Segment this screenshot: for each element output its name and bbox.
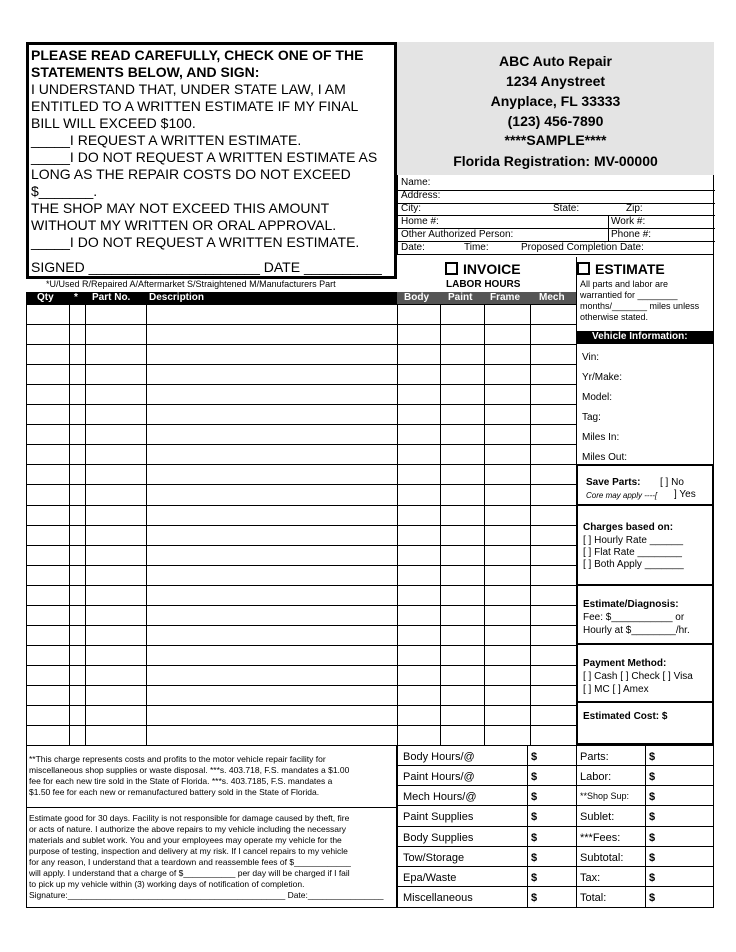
hourly-rate-option[interactable]: [ ] Hourly Rate ______	[583, 535, 684, 546]
parts-row-line	[26, 484, 397, 485]
customer-zip-field[interactable]: Zip:	[626, 203, 643, 214]
parts-row-line	[26, 585, 397, 586]
vin-field[interactable]: Vin:	[582, 352, 600, 363]
home-phone-field[interactable]: Home #:	[401, 216, 439, 227]
grid-column-line	[69, 304, 70, 745]
vehicle-info-title: Vehicle Information:	[592, 331, 688, 342]
parts-row-line	[26, 424, 397, 425]
grid-column-line	[484, 304, 485, 745]
estimate-limit-field[interactable]: $_______.	[31, 183, 98, 199]
date-field[interactable]: Date:	[401, 242, 425, 253]
part-code-legend: *U/Used R/Repaired A/Aftermarket S/Straightened M/Manufacturers Part	[46, 279, 336, 289]
totals-row-line	[397, 846, 714, 847]
estimate-checkbox[interactable]	[577, 262, 665, 276]
charge-note: $1.50 fee for each new or remanufactured battery sold in the State of Florida.	[29, 787, 320, 797]
work-phone-field[interactable]: Work #:	[611, 216, 646, 227]
total-amount-field[interactable]: $	[531, 892, 538, 904]
save-parts-no-option[interactable]: [ ] No	[660, 477, 684, 488]
customer-info	[397, 175, 714, 255]
total-label-left: Mech Hours/@	[403, 791, 477, 803]
totals-row-line	[397, 765, 714, 766]
total-label-right: Sublet:	[580, 811, 615, 823]
daily-storage-fee-field[interactable]: will apply. I understand that a charge of $___________ per day will be charged if I fail	[29, 868, 350, 878]
tag-field[interactable]: Tag:	[582, 412, 601, 423]
parts-row-line	[26, 444, 397, 445]
customer-address-field[interactable]: Address:	[401, 190, 441, 201]
invoice-checkbox[interactable]	[445, 262, 521, 276]
estimated-cost-box	[576, 703, 714, 745]
warranty-months-field[interactable]: warrantied for ________	[580, 290, 678, 300]
total-amount-field[interactable]: $	[649, 892, 656, 904]
labor-row-line	[397, 625, 576, 626]
parts-row-line	[26, 324, 397, 325]
labor-row-line	[397, 525, 576, 526]
labor-row-line	[397, 665, 576, 666]
statement-text: ENTITLED TO A WRITTEN ESTIMATE IF MY FINAL	[31, 98, 359, 114]
totals-row-line	[397, 826, 714, 827]
statement-text: THE SHOP MAY NOT EXCEED THIS AMOUNT	[31, 200, 330, 216]
total-amount-field[interactable]: $	[531, 771, 538, 783]
labor-row-line	[397, 505, 576, 506]
terms-text: purpose of testing, inspection and delivery at my risk. If I cancel repairs to my vehicle	[29, 846, 348, 856]
total-amount-field[interactable]: $	[531, 832, 538, 844]
totals-row-line	[397, 886, 714, 887]
written-estimate-statement	[26, 42, 397, 279]
time-field[interactable]: Time:	[464, 242, 489, 253]
sample-label: ****SAMPLE****	[504, 132, 607, 148]
total-label-left: Miscellaneous	[403, 892, 473, 904]
miles-out-field[interactable]: Miles Out:	[582, 452, 628, 463]
authorized-person-field[interactable]: Other Authorized Person:	[401, 229, 514, 240]
labor-row-line	[397, 725, 576, 726]
total-label-left: Body Hours/@	[403, 751, 475, 763]
total-amount-field[interactable]: $	[649, 751, 656, 763]
labor-row-line	[397, 585, 576, 586]
parts-row-line	[26, 545, 397, 546]
parts-row-line	[26, 665, 397, 666]
col-star: *	[74, 292, 78, 303]
labor-row-line	[397, 324, 576, 325]
totals-row-line	[397, 805, 714, 806]
parts-row-line	[26, 705, 397, 706]
customer-city-field[interactable]: City:	[401, 203, 421, 214]
labor-row-line	[397, 384, 576, 385]
shop-phone: (123) 456-7890	[507, 113, 604, 129]
total-amount-field[interactable]: $	[649, 811, 656, 823]
labor-row-line	[397, 484, 576, 485]
payment-box	[576, 645, 714, 703]
warranty-miles-field[interactable]: months/_______ miles unless	[580, 301, 700, 311]
shop-header	[397, 42, 714, 175]
checkbox-icon	[577, 262, 590, 275]
labor-row-line	[397, 404, 576, 405]
parts-row-line	[26, 725, 397, 726]
no-estimate-limit-option[interactable]: _____I DO NOT REQUEST A WRITTEN ESTIMATE AS	[31, 149, 378, 165]
shop-street: 1234 Anystreet	[505, 73, 606, 89]
total-label-left: Body Supplies	[403, 832, 474, 844]
payment-options-1[interactable]: [ ] Cash [ ] Check [ ] Visa	[583, 671, 693, 682]
grid-column-line	[26, 304, 27, 745]
total-amount-field[interactable]: $	[531, 751, 538, 763]
completion-date-field[interactable]: Proposed Completion Date:	[521, 242, 644, 253]
diagnosis-fee-field[interactable]: Fee: $___________ or	[583, 612, 685, 623]
parts-row-line	[26, 464, 397, 465]
total-amount-field[interactable]: $	[649, 872, 656, 884]
labor-row-line	[397, 565, 576, 566]
parts-row-line	[26, 505, 397, 506]
statement-text: WITHOUT MY WRITTEN OR ORAL APPROVAL.	[31, 217, 337, 233]
charge-note: fee for each new tire sold in the State of Florida. ***s. 403.7185, F.S. mandates a	[29, 776, 333, 786]
total-label-left: Paint Hours/@	[403, 771, 475, 783]
request-estimate-option[interactable]: _____I REQUEST A WRITTEN ESTIMATE.	[31, 132, 302, 148]
parts-row-line	[26, 525, 397, 526]
total-amount-field[interactable]: $	[649, 791, 656, 803]
save-parts-title: Save Parts:	[586, 477, 641, 488]
miles-in-field[interactable]: Miles In:	[582, 432, 620, 443]
signature-date-line[interactable]: SIGNED ______________________ DATE __________	[31, 259, 382, 275]
labor-row-line	[397, 685, 576, 686]
statement-text: BILL WILL EXCEED $100.	[31, 115, 196, 131]
warranty-text: otherwise stated.	[580, 312, 649, 322]
parts-row-line	[26, 304, 397, 305]
invoice-label: INVOICE	[463, 261, 521, 277]
statement-text: I UNDERSTAND THAT, UNDER STATE LAW, I AM	[31, 81, 346, 97]
total-amount-field[interactable]: $	[531, 791, 538, 803]
terms-signature-line[interactable]: Signature:______________________________________________ Date:________________	[29, 890, 384, 900]
total-amount-field[interactable]: $	[649, 832, 656, 844]
shop-name: ABC Auto Repair	[498, 53, 613, 69]
terms-text: or acts of nature. I authorize the above repairs to my vehicle including the necessary	[29, 824, 347, 834]
labor-row-line	[397, 364, 576, 365]
parts-row-line	[26, 645, 397, 646]
parts-row-line	[26, 605, 397, 606]
col-description: Description	[149, 292, 205, 303]
grid-column-line	[397, 304, 398, 745]
shop-registration: Florida Registration: MV-00000	[453, 153, 658, 169]
statement-heading-1: PLEASE READ CAREFULLY, CHECK ONE OF THE	[31, 47, 364, 63]
labor-row-line	[397, 304, 576, 305]
labor-row-line	[397, 545, 576, 546]
shop-city: Anyplace, FL 33333	[490, 93, 621, 109]
flat-rate-option[interactable]: [ ] Flat Rate ________	[583, 547, 682, 558]
no-estimate-option[interactable]: _____I DO NOT REQUEST A WRITTEN ESTIMATE.	[31, 234, 360, 250]
total-amount-field[interactable]: $	[531, 872, 538, 884]
statement-text: LONG AS THE REPAIR COSTS DO NOT EXCEED	[31, 166, 351, 182]
grid-column-line	[530, 304, 531, 745]
total-label-left: Paint Supplies	[403, 811, 474, 823]
checkbox-icon	[445, 262, 458, 275]
estimate-label: ESTIMATE	[595, 261, 665, 277]
estimated-cost-label: Estimated Cost: $	[583, 711, 668, 722]
terms-text: materials and sublet work. You and your employees may operate my vehicle for the	[29, 835, 342, 845]
notes-panel	[26, 745, 397, 908]
total-amount-field[interactable]: $	[531, 852, 538, 864]
both-apply-option[interactable]: [ ] Both Apply _______	[583, 559, 684, 570]
total-label-right: Parts:	[580, 751, 609, 763]
col-mech: Mech	[539, 292, 565, 303]
parts-row-line	[26, 364, 397, 365]
labor-table-header	[397, 292, 576, 304]
total-amount-field[interactable]: $	[649, 852, 656, 864]
grid-column-line	[146, 304, 147, 745]
col-qty: Qty	[37, 292, 54, 303]
payment-title: Payment Method:	[583, 658, 667, 669]
total-label-right: Total:	[580, 892, 607, 904]
vehicle-info-header	[576, 331, 714, 344]
diagnosis-title: Estimate/Diagnosis:	[583, 599, 679, 610]
labor-row-line	[397, 424, 576, 425]
authorized-phone-field[interactable]: Phone #:	[611, 229, 652, 240]
core-note: Core may apply ----[	[586, 491, 658, 500]
parts-row-line	[26, 404, 397, 405]
labor-row-line	[397, 444, 576, 445]
charge-note: miscellaneous shop supplies or waste disposal. ***s. 403.718, F.S. mandates a $1.00	[29, 765, 350, 775]
grid-column-line	[440, 304, 441, 745]
save-parts-yes-option[interactable]: ] Yes	[674, 489, 696, 500]
total-label-right: Subtotal:	[580, 852, 624, 864]
parts-row-line	[26, 685, 397, 686]
labor-hours-title: LABOR HOURS	[446, 279, 521, 290]
yr-make-field[interactable]: Yr/Make:	[582, 372, 623, 383]
save-parts-box	[576, 464, 714, 506]
parts-row-line	[26, 625, 397, 626]
diagnosis-box	[576, 586, 714, 645]
total-label-right: Labor:	[580, 771, 612, 783]
col-part-no: Part No.	[92, 292, 131, 303]
customer-name-field[interactable]: Name:	[401, 177, 431, 188]
terms-text: to pick up my vehicle within (3) working days of notification of completion.	[29, 879, 305, 889]
total-label-left: Epa/Waste	[403, 872, 457, 884]
parts-table-header	[26, 292, 397, 304]
labor-row-line	[397, 464, 576, 465]
labor-row-line	[397, 645, 576, 646]
col-paint: Paint	[448, 292, 473, 303]
total-label-left: Tow/Storage	[403, 852, 465, 864]
totals-row-line	[397, 866, 714, 867]
statement-heading-2: STATEMENTS BELOW, AND SIGN:	[31, 64, 260, 80]
charge-note: **This charge represents costs and profits to the motor vehicle repair facility for	[29, 754, 326, 764]
parts-row-line	[26, 384, 397, 385]
teardown-fee-field[interactable]: for any reason, I understand that a teardown and reassemble fees of $____________	[29, 857, 351, 867]
total-amount-field[interactable]: $	[531, 811, 538, 823]
diagnosis-hourly-field[interactable]: Hourly at $________/hr.	[583, 625, 690, 636]
total-label-right: Tax:	[580, 872, 601, 884]
totals-row-line	[397, 785, 714, 786]
total-label-right: **Shop Sup:	[580, 791, 630, 801]
col-body: Body	[404, 292, 429, 303]
grid-column-line	[85, 304, 86, 745]
charges-box	[576, 506, 714, 586]
labor-row-line	[397, 605, 576, 606]
parts-row-line	[26, 565, 397, 566]
payment-options-2[interactable]: [ ] MC [ ] Amex	[583, 684, 649, 695]
terms-text: Estimate good for 30 days. Facility is not responsible for damage caused by theft, fire	[29, 813, 350, 823]
total-amount-field[interactable]: $	[649, 771, 656, 783]
warranty-text: All parts and labor are	[580, 279, 669, 289]
col-frame: Frame	[490, 292, 521, 303]
grid-column-line	[576, 257, 577, 304]
charges-title: Charges based on:	[583, 522, 674, 533]
model-field[interactable]: Model:	[582, 392, 613, 403]
total-label-right: ***Fees:	[580, 832, 621, 844]
parts-row-line	[26, 344, 397, 345]
labor-row-line	[397, 705, 576, 706]
customer-state-field[interactable]: State:	[553, 203, 580, 214]
labor-row-line	[397, 344, 576, 345]
